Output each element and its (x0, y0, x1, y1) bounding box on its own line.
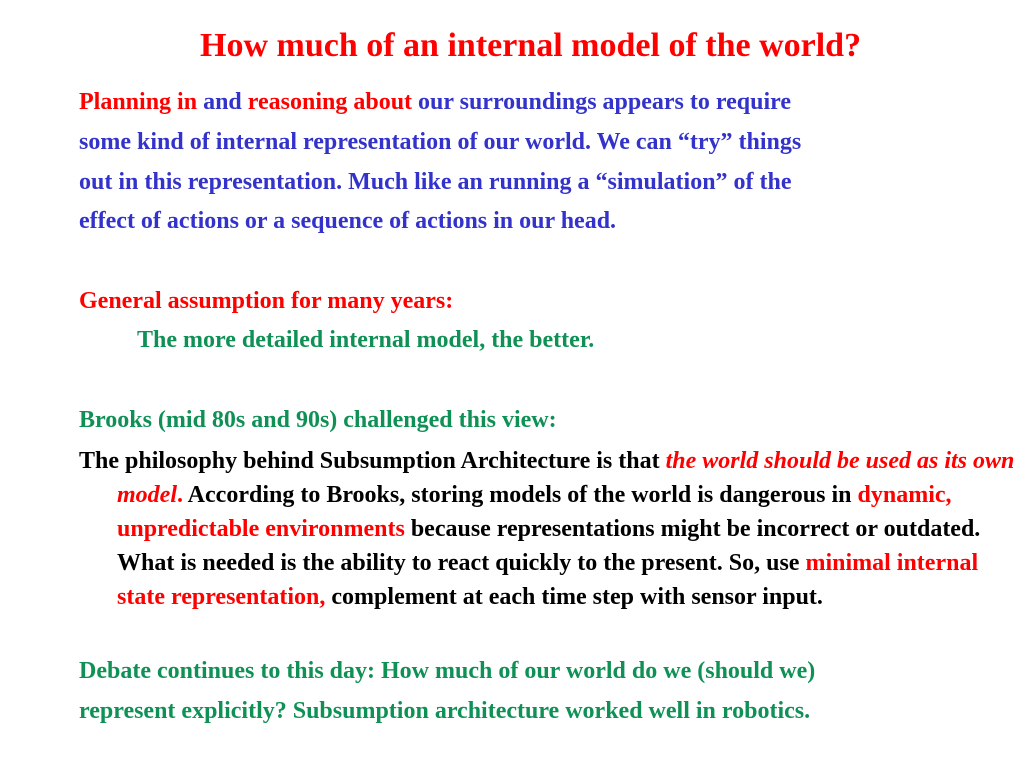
assumption-text: The more detailed internal model, the better. (137, 327, 595, 353)
brooks-heading: Brooks (mid 80s and 90s) challenged this view: (79, 407, 557, 433)
para1-line1 (79, 88, 791, 116)
debate-line2: represent explicitly? Subsumption architecture worked well in robotics. (79, 698, 811, 724)
brooks-paragraph (79, 444, 1017, 614)
para1-line4: effect of actions or a sequence of actions in our head. (79, 208, 617, 234)
slide-title: How much of an internal model of the world? (200, 27, 862, 64)
assumption-heading: General assumption for many years: (79, 288, 454, 314)
para1-line3: out in this representation. Much like an running a “simulation” of the (79, 169, 792, 195)
brooks-s4: According to Brooks, storing models of the world is dangerous in (183, 482, 858, 508)
brooks-s5: dynamic, unpredictable environments (117, 482, 952, 542)
brooks-s2: the world should be used as its own model (117, 448, 1015, 508)
text-planning: Planning in (79, 89, 198, 115)
debate-line1: Debate continues to this day: How much of our world do we (should we) (79, 658, 816, 684)
text-reasoning: reasoning about (247, 89, 413, 115)
brooks-s3: . (177, 482, 183, 508)
brooks-s8: complement at each time step with sensor input. (325, 584, 823, 610)
text-surroundings: our surroundings appears to require (412, 89, 791, 115)
brooks-s6: because representations might be incorrect or outdated. What is needed is the ability to react quickly to the present. So, use (117, 516, 981, 576)
brooks-s7: minimal internal state representation, (117, 550, 979, 610)
text-and: and (197, 89, 248, 115)
brooks-s1: The philosophy behind Subsumption Architecture is that (79, 448, 666, 474)
para1-line2: some kind of internal representation of our world. We can “try” things (79, 129, 802, 155)
